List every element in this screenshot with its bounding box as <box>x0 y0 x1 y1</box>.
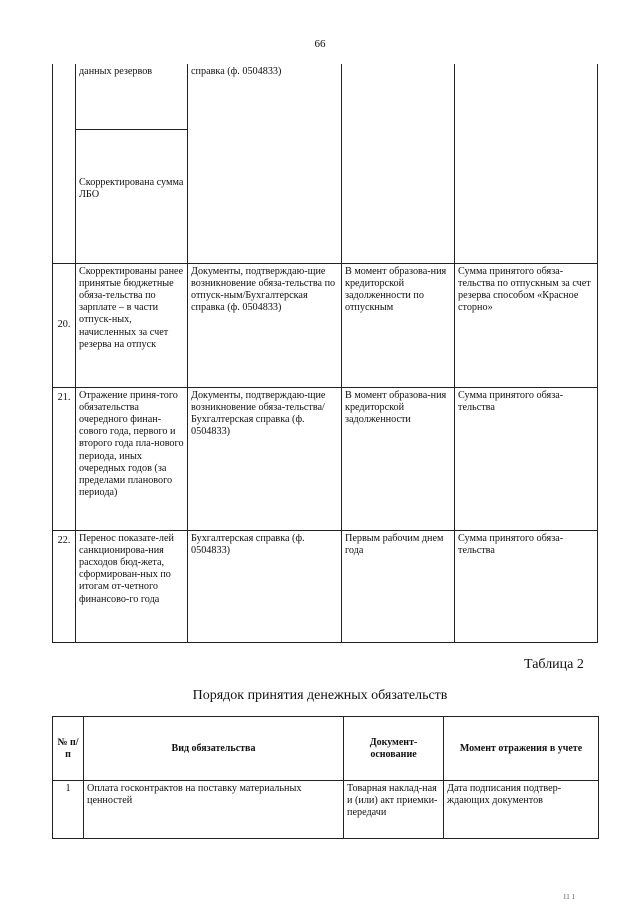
obligation-cell: Перенос показате-лей санкционирова-ния расходов бюд-жета, сформирован-ных по итогам от-четного финансово-го года <box>76 530 188 642</box>
moment-cell: Первым рабочим днем года <box>342 530 455 642</box>
obligation-cell: Отражение приня-того обязательства очередного финан-сового года, первого и второго года пла-нового периода, иных очередных годов (за пределами планового периода) <box>76 387 188 530</box>
obligations-table-continued <box>52 64 598 643</box>
corner-mark: 11 1 <box>563 893 575 901</box>
row-number-cell: 20. <box>53 263 76 387</box>
row-number-cell: 21. <box>53 387 76 530</box>
obligation-cell: данных резервов <box>76 64 188 129</box>
table-row <box>53 530 598 642</box>
moment-cell: В момент образова-ния кредиторской задолженности <box>342 387 455 530</box>
obligation-cell: Скорректированы ранее принятые бюджетные обяза-тельства по зарплате – в части отпуск-ных, начисленных за счет резерва на отпуск <box>76 263 188 387</box>
monetary-obligations-table <box>52 716 599 839</box>
row-number-cell: 1 <box>53 781 84 839</box>
header-moment: Момент отражения в учете <box>444 717 599 781</box>
header-number: № п/п <box>53 717 84 781</box>
table-title: Порядок принятия денежных обязательств <box>192 688 448 703</box>
type-cell: Оплата госконтрактов на поставку материальных ценностей <box>84 781 344 839</box>
moment-cell: Дата подписания подтвер-ждающих документов <box>444 781 599 839</box>
row-number-cell <box>53 64 76 263</box>
header-type: Вид обязательства <box>84 717 344 781</box>
document-cell: Бухгалтерская справка (ф. 0504833) <box>188 530 342 642</box>
page-number: 66 <box>314 38 326 50</box>
moment-cell <box>342 64 455 263</box>
header-document: Документ-основание <box>344 717 444 781</box>
document-cell: Документы, подтверждаю-щие возникновение обяза-тельства по отпуск-ным/Бухгалтерская справка (ф. 0504833) <box>188 263 342 387</box>
table-row <box>53 387 598 530</box>
obligation-cell: Скорректирована сумма ЛБО <box>76 129 188 263</box>
amount-cell <box>455 64 598 263</box>
document-cell: Документы, подтверждаю-щие возникновение обяза-тельства/Бухгалтерская справка (ф. 0504833) <box>188 387 342 530</box>
moment-cell: В момент образова-ния кредиторской задолженности по отпускным <box>342 263 455 387</box>
table-row <box>53 781 599 839</box>
table-caption: Таблица 2 <box>524 657 584 672</box>
row-number-cell: 22. <box>53 530 76 642</box>
table-row <box>53 64 598 129</box>
table-row <box>53 263 598 387</box>
table-header-row <box>53 717 599 781</box>
amount-cell: Сумма принятого обяза-тельства <box>455 387 598 530</box>
amount-cell: Сумма принятого обяза-тельства <box>455 530 598 642</box>
document-cell: Товарная наклад-ная и (или) акт приемки-передачи <box>344 781 444 839</box>
document-cell: справка (ф. 0504833) <box>188 64 342 263</box>
amount-cell: Сумма принятого обяза-тельства по отпускным за счет резерва способом «Красное сторно» <box>455 263 598 387</box>
